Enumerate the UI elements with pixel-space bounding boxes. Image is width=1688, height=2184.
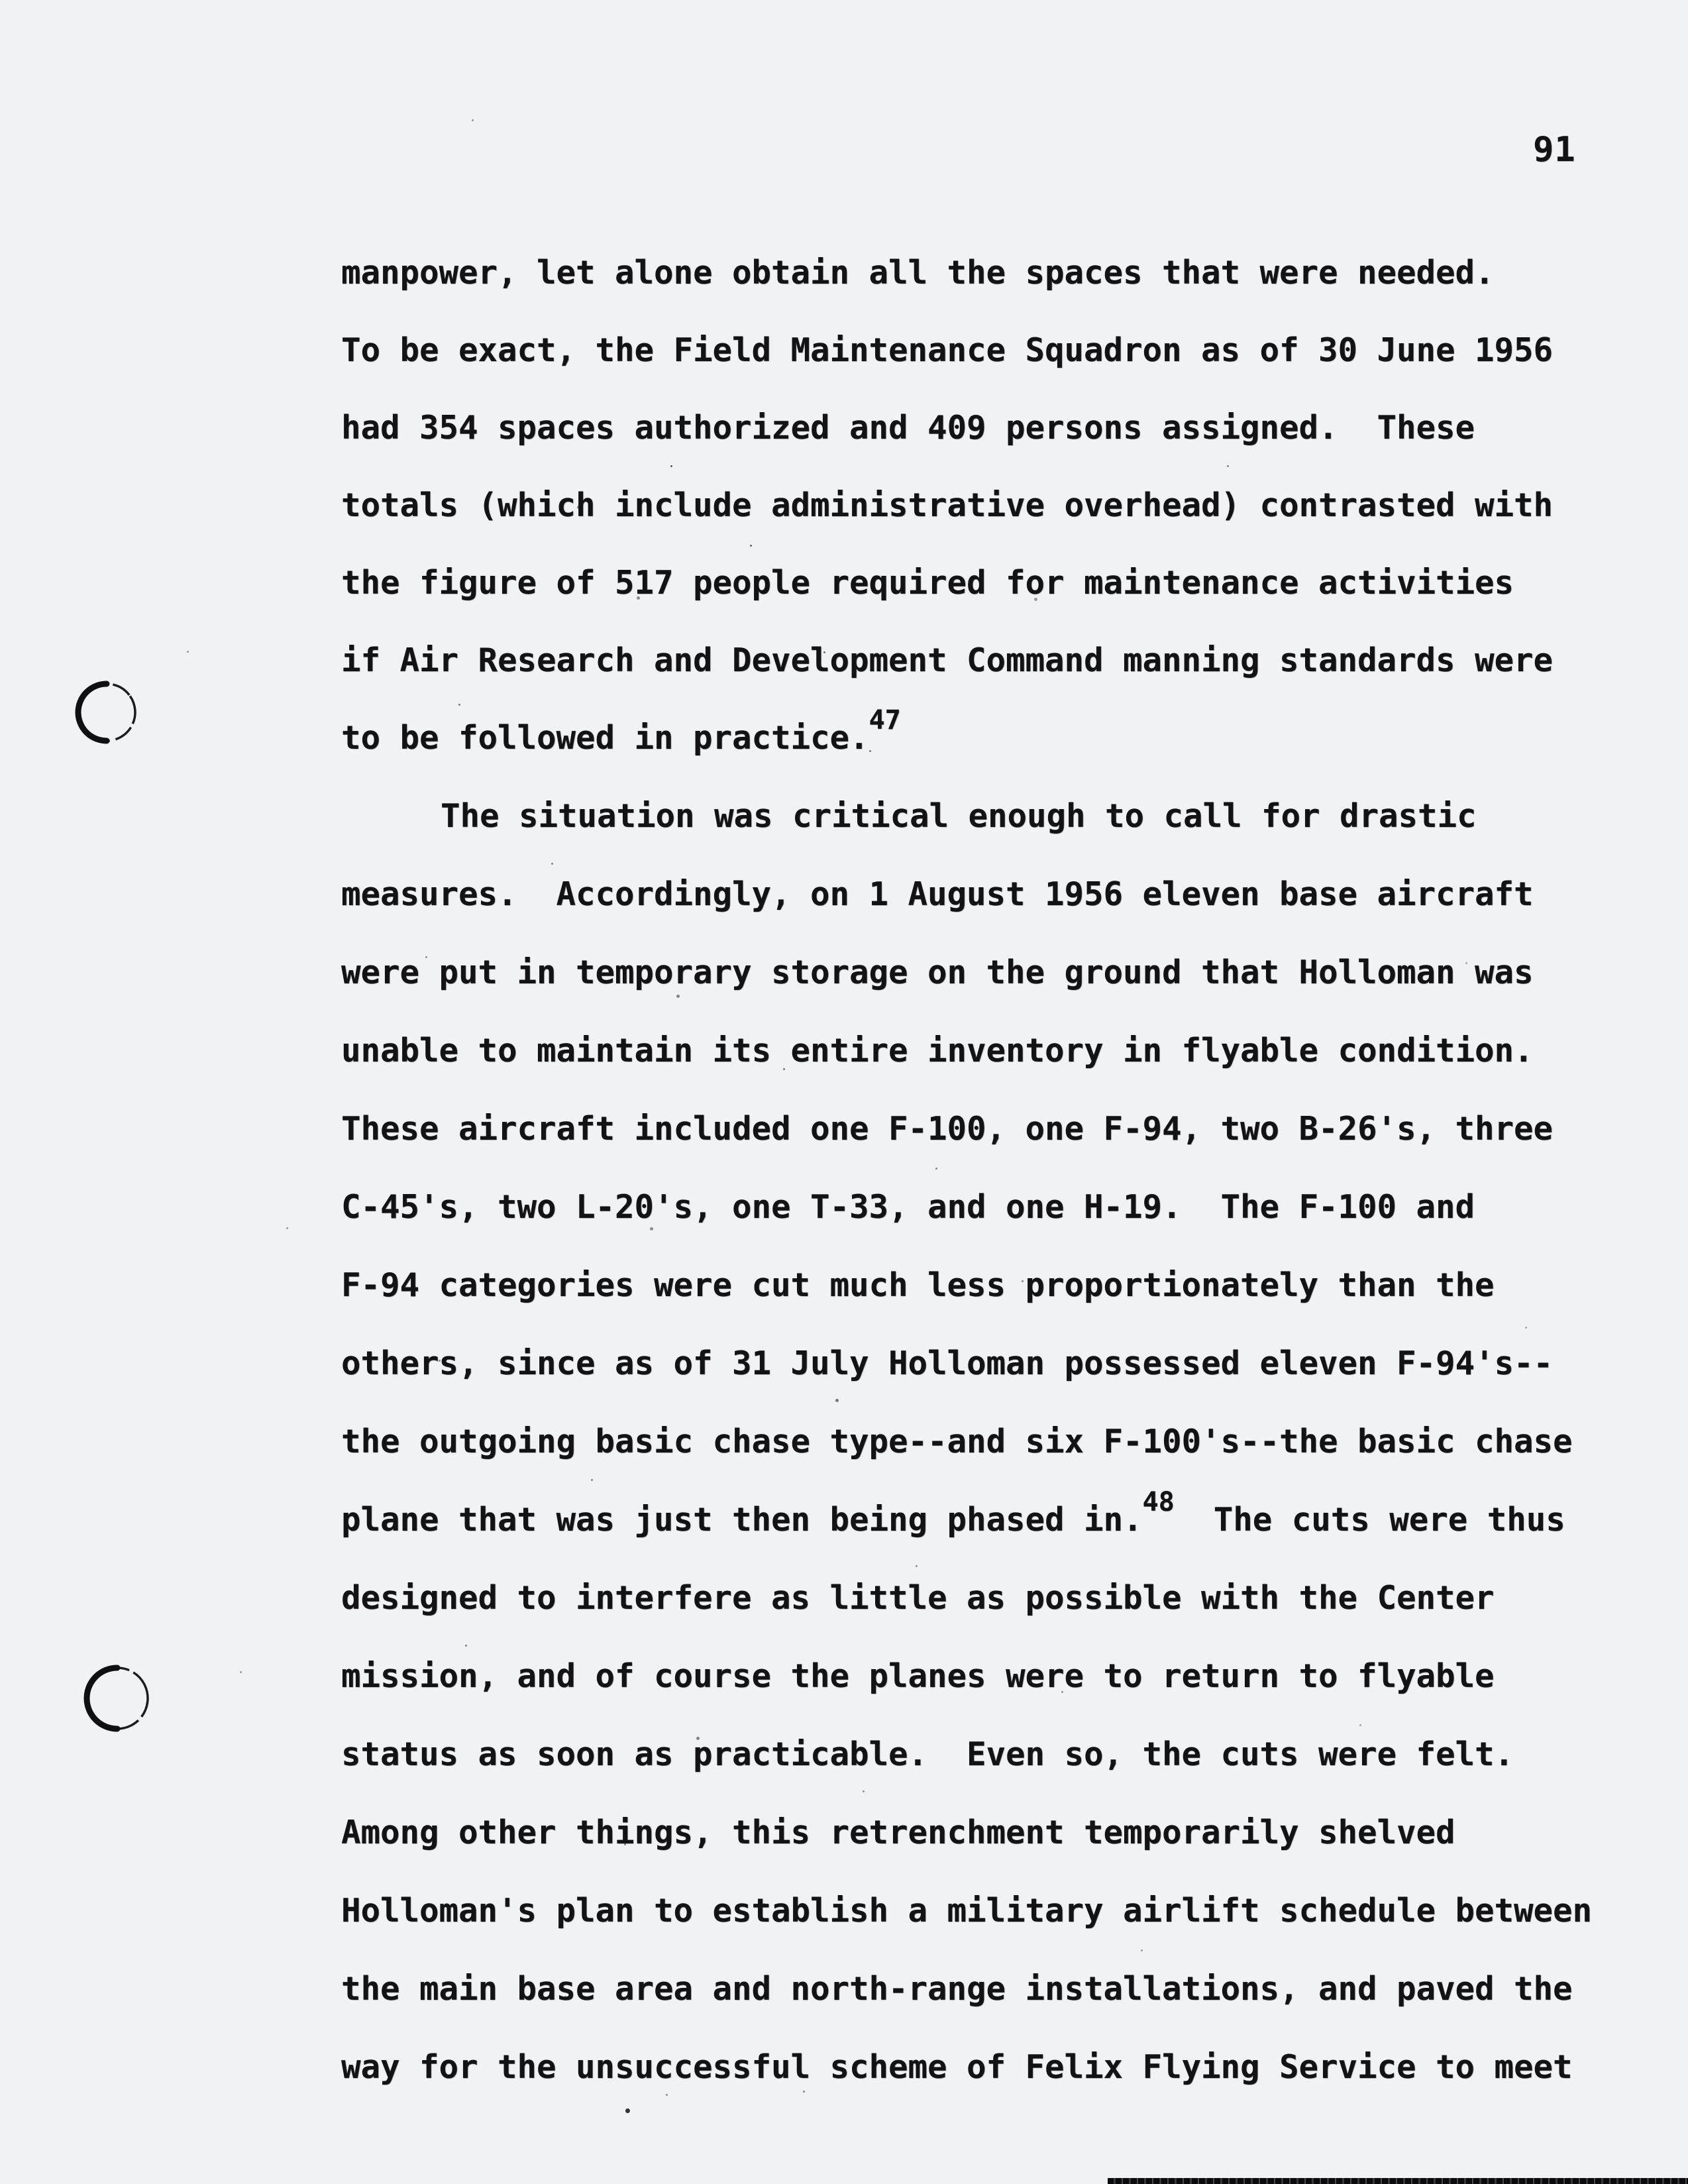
text-line: had 354 spaces authorized and 409 persons assigned. These	[341, 409, 1475, 447]
text-line: mission, and of course the planes were to return to flyable	[341, 1657, 1495, 1695]
scan-noise	[0, 0, 2, 2]
paragraph-2	[341, 777, 1592, 2106]
hole-punch-mark	[60, 666, 153, 759]
text-line: C-45's, two L-20's, one T-33, and one H-19. The F-100 and	[341, 1188, 1475, 1226]
text-line: unable to maintain its entire inventory in flyable condition.	[341, 1032, 1534, 1069]
text-line: to be followed in practice.$^{47}$	[341, 705, 901, 757]
footnote-reference: 47	[869, 705, 901, 736]
text-line: the main base area and north-range installations, and paved the	[341, 1970, 1573, 2008]
text-line: totals (which include administrative overhead) contrasted with	[341, 486, 1554, 524]
scan-artifact-bar	[1108, 2178, 1688, 2184]
text-line: designed to interfere as little as possible with the Center	[341, 1579, 1495, 1617]
text-line: These aircraft included one F-100, one F-94, two B-26's, three	[341, 1110, 1554, 1148]
text-line: To be exact, the Field Maintenance Squadron as of 30 June 1956	[341, 331, 1554, 369]
text-line: others, since as of 31 July Holloman possessed eleven F-94's--	[341, 1344, 1554, 1382]
text-line: manpower, let alone obtain all the spaces that were needed.	[341, 254, 1495, 292]
text-line: were put in temporary storage on the ground that Holloman was	[341, 954, 1534, 991]
text-line: the outgoing basic chase type--and six F-100's--the basic chase	[341, 1423, 1573, 1460]
hole-punch-mark	[71, 1652, 164, 1745]
text-line: Holloman's plan to establish a military airlift schedule between	[341, 1892, 1593, 1930]
footnote-reference: 48	[1142, 1487, 1175, 1517]
text-line: way for the unsuccessful scheme of Felix Flying Service to meet	[341, 2048, 1573, 2086]
page-number: 91	[1533, 130, 1576, 170]
text-line: F-94 categories were cut much less proportionately than the	[341, 1266, 1495, 1304]
text-line: plane that was just then being phased in.$^{48}$ The cuts were thus	[341, 1487, 1565, 1539]
text-line: status as soon as practicable. Even so, the cuts were felt.	[341, 1735, 1514, 1773]
text-line: measures. Accordingly, on 1 August 1956 eleven base aircraft	[341, 875, 1534, 913]
paragraph-1	[341, 234, 1553, 777]
text-line: if Air Research and Development Command manning standards were	[341, 641, 1554, 679]
text-line: The situation was critical enough to call for drastic	[441, 797, 1477, 835]
text-line: Among other things, this retrenchment temporarily shelved	[341, 1814, 1455, 1851]
text-line: the figure of 517 people required for maintenance activities	[341, 564, 1514, 602]
